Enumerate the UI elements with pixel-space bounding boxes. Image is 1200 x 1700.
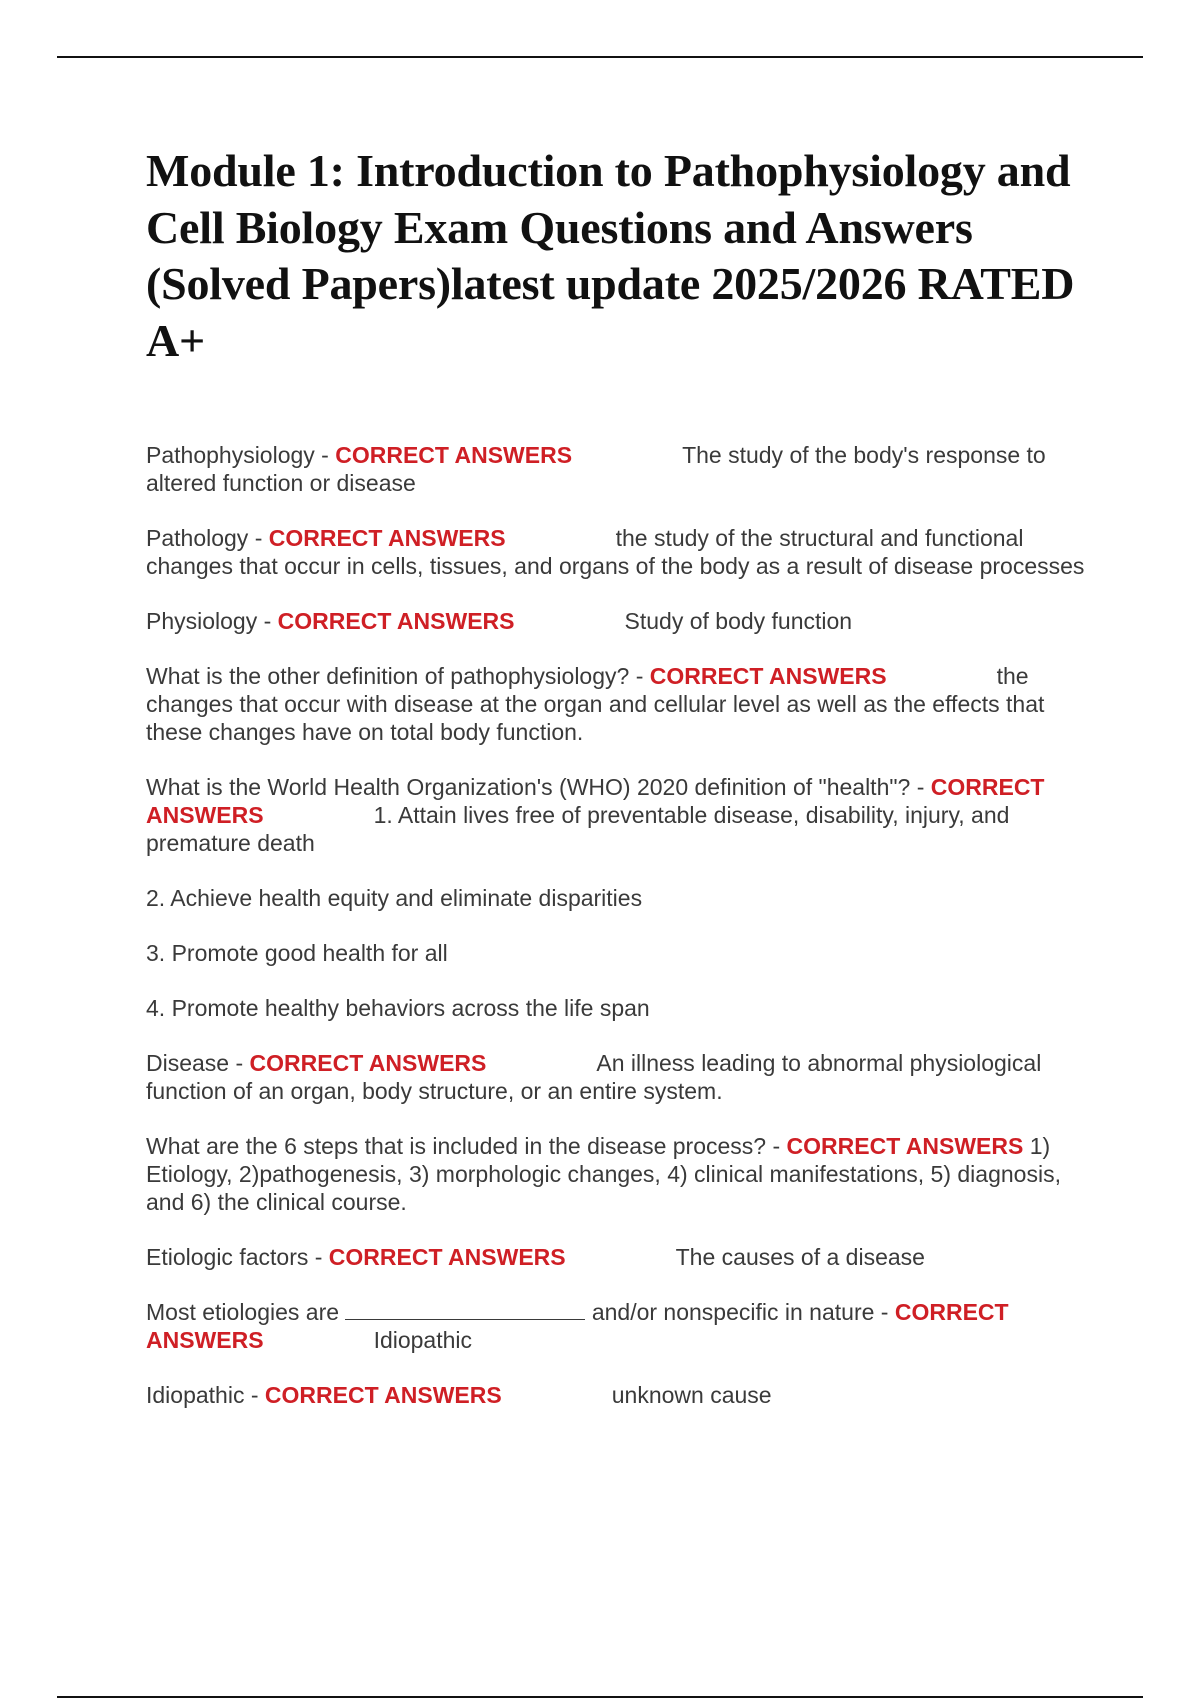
qa-entry-other-definition bbox=[146, 662, 1086, 746]
question-text: Disease - bbox=[146, 1050, 250, 1076]
question-text: What are the 6 steps that is included in the disease process? - bbox=[146, 1133, 787, 1159]
answer-text: the changes that occur with disease at the organ and cellular level as well as the effects that these changes have on total body function. bbox=[146, 663, 1045, 745]
qa-entry-most-etiologies bbox=[146, 1298, 1086, 1354]
answer-text: The study of the body's response to altered function or disease bbox=[146, 442, 1046, 496]
qa-entry-etiologic-factors bbox=[146, 1243, 1086, 1271]
question-text: Physiology - bbox=[146, 608, 278, 634]
list-item-good-health: 3. Promote good health for all bbox=[146, 940, 448, 966]
question-text: What is the World Health Organization's (WHO) 2020 definition of "health"? - bbox=[146, 774, 931, 800]
correct-answers-label: CORRECT ANSWERS bbox=[264, 1382, 502, 1408]
question-text-continued: and/or nonspecific in nature - bbox=[585, 1299, 895, 1325]
correct-answers-label: CORRECT ANSWERS bbox=[277, 608, 515, 634]
answer-text: 1) Etiology, 2)pathogenesis, 3) morphologic changes, 4) clinical manifestations, 5) diagnosis, and 6) the clinical course. bbox=[146, 1133, 1061, 1215]
answer-text: Study of body function bbox=[624, 608, 853, 634]
correct-answers-label: CORRECT ANSWERS bbox=[328, 1244, 566, 1270]
answer-text: unknown cause bbox=[611, 1382, 772, 1408]
qa-entry-disease bbox=[146, 1049, 1086, 1105]
question-text: What is the other definition of pathophysiology? - bbox=[146, 663, 650, 689]
qa-entry-pathophysiology bbox=[146, 441, 1086, 497]
correct-answers-label: CORRECT ANSWERS bbox=[146, 1299, 1009, 1353]
question-text: Pathology - bbox=[146, 525, 269, 551]
question-text: Idiopathic - bbox=[146, 1382, 265, 1408]
correct-answers-label: CORRECT ANSWERS bbox=[268, 525, 506, 551]
answer-text: An illness leading to abnormal physiological function of an organ, body structure, or an entire system. bbox=[146, 1050, 1042, 1104]
answer-text: 1. Attain lives free of preventable disease, disability, injury, and premature death bbox=[146, 802, 1010, 856]
document-title: Module 1: Introduction to Pathophysiology and Cell Biology Exam Questions and Answers (Solved Papers)latest update 2025/2026 RATED A+ bbox=[146, 145, 1075, 366]
qa-entry-idiopathic bbox=[146, 1381, 1086, 1409]
fill-in-blank-line bbox=[345, 1301, 585, 1320]
qa-entry-disease-process-steps bbox=[146, 1132, 1086, 1216]
list-item-health-equity: 2. Achieve health equity and eliminate disparities bbox=[146, 885, 643, 911]
answer-text: the study of the structural and functional changes that occur in cells, tissues, and organs of the body as a result of disease processes bbox=[146, 525, 1085, 579]
qa-entry-physiology bbox=[146, 607, 1086, 635]
qa-entry-pathology bbox=[146, 524, 1086, 580]
question-text: Most etiologies are bbox=[146, 1299, 346, 1325]
correct-answers-label: CORRECT ANSWERS bbox=[649, 663, 887, 689]
qa-list bbox=[146, 441, 1086, 1436]
correct-answers-label: CORRECT ANSWERS bbox=[249, 1050, 487, 1076]
question-text: Pathophysiology - bbox=[146, 442, 336, 468]
qa-entry-who-definition bbox=[146, 773, 1086, 857]
answer-text: Idiopathic bbox=[373, 1327, 473, 1353]
answer-text: The causes of a disease bbox=[675, 1244, 925, 1270]
list-item-healthy-behaviors: 4. Promote healthy behaviors across the life span bbox=[146, 995, 650, 1021]
correct-answers-label: CORRECT ANSWERS bbox=[146, 774, 1045, 828]
bottom-rule bbox=[57, 1696, 1143, 1698]
question-text: Etiologic factors - bbox=[146, 1244, 329, 1270]
correct-answers-label: CORRECT ANSWERS bbox=[786, 1133, 1024, 1159]
correct-answers-label: CORRECT ANSWERS bbox=[335, 442, 573, 468]
top-rule bbox=[57, 56, 1143, 58]
